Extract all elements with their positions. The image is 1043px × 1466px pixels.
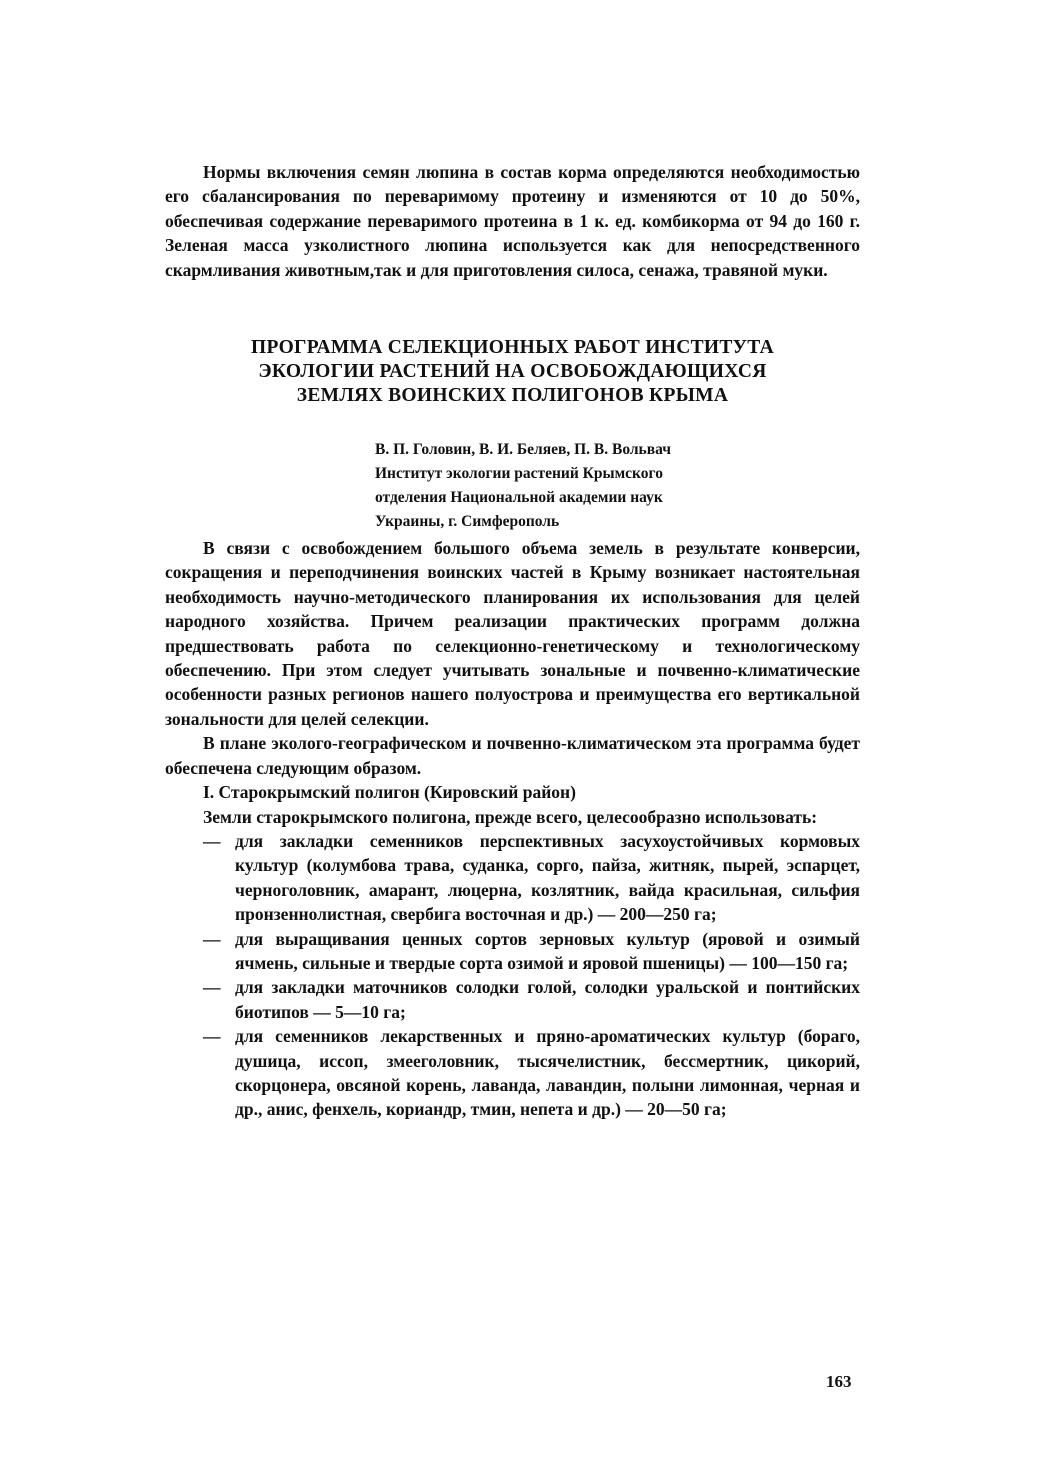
list-item [165, 927, 860, 976]
affiliation-line: отделения Национальной академии наук [375, 489, 663, 507]
list-item-text: для закладки семенников перспективных засухоустойчивых кормовых культур (колумбова трава, суданка, сорго, пайза, житняк, пырей, эспарцет, черноголовник, амарант, люцерна, козлятник, вайда красильная, сильфия пронзеннолистная, свербига восточная и др.) — 200—250 га; [235, 830, 860, 925]
list-item [165, 975, 860, 1024]
list-item [165, 829, 860, 927]
article-body [165, 536, 860, 1122]
title-line: ПРОГРАММА СЕЛЕКЦИОННЫХ РАБОТ ИНСТИТУТА [251, 337, 774, 359]
body-paragraph: В плане эколого-географическом и почвенно-климатическом эта программа будет обеспечена следующим образом. [165, 733, 860, 778]
affiliation-line: Институт экологии растений Крымского [375, 465, 663, 483]
body-paragraph: В связи с освобождением большого объема земель в результате конверсии, сокращения и переподчинения воинских частей в Крыму возникает настоятельная необходимость научно-методического планирования их использования для целей народного хозяйства. Причем реализации практических программ должна предшествовать работа по селекционно-генетическому и технологическому обеспечению. При этом следует учитывать зональные и почвенно-климатические особенности разных регионов нашего полуострова и преимущества его вертикальной зональности для целей селекции. [165, 538, 860, 729]
dash-marker: — [203, 830, 221, 851]
dash-marker: — [203, 977, 221, 998]
list-item-text: для закладки маточников солодки голой, солодки уральской и понтийских биотипов — 5—10 га; [235, 977, 860, 1022]
affiliation-line: Украины, г. Симферополь [375, 513, 560, 531]
section-heading: I. Старокрымский полигон (Кировский район) [203, 782, 576, 803]
page-number: 163 [826, 1372, 852, 1391]
article-title [165, 336, 860, 408]
page-content [165, 160, 860, 1122]
list-item-text: для семенников лекарственных и пряно-ароматических культур (бораго, душица, иссоп, змееголовник, тысячелистник, бессмертник, цикорий, скорцонера, овсяной корень, лаванда, лавандин, полыни лимонная, черная и др., анис, фенхель, кориандр, тмин, непета и др.) — 20—50 га; [235, 1026, 860, 1120]
section-intro: Земли старокрымского полигона, прежде всего, целесообразно использовать: [203, 806, 818, 827]
list-item-text: для выращивания ценных сортов зерновых культур (яровой и озимый ячмень, сильные и твердые сорта озимой и яровой пшеницы) — 100—150 га; [235, 928, 860, 973]
list-item [165, 1024, 860, 1122]
usage-list [165, 829, 860, 1122]
dash-marker: — [203, 928, 221, 949]
authors-block [375, 438, 845, 534]
title-line: ЭКОЛОГИИ РАСТЕНИЙ НА ОСВОБОЖДАЮЩИХСЯ [258, 361, 767, 383]
intro-paragraph: Нормы включения семян люпина в состав корма определяются необходимостью его сбалансирования по переваримому протеину и изменяются от 10 до 50%, обеспечивая содержание переваримого протеина в 1 к. ед. комбикорма от 94 до 160 г. Зеленая масса узколистного люпина используется как для непосредственного скармливания животным,так и для приготовления силоса, сенажа, травяной муки. [165, 162, 860, 280]
dash-marker: — [203, 1026, 221, 1047]
authors-names: В. П. Головин, В. И. Беляев, П. В. Вольвач [375, 441, 671, 459]
title-line: ЗЕМЛЯХ ВОИНСКИХ ПОЛИГОНОВ КРЫМА [296, 385, 729, 407]
